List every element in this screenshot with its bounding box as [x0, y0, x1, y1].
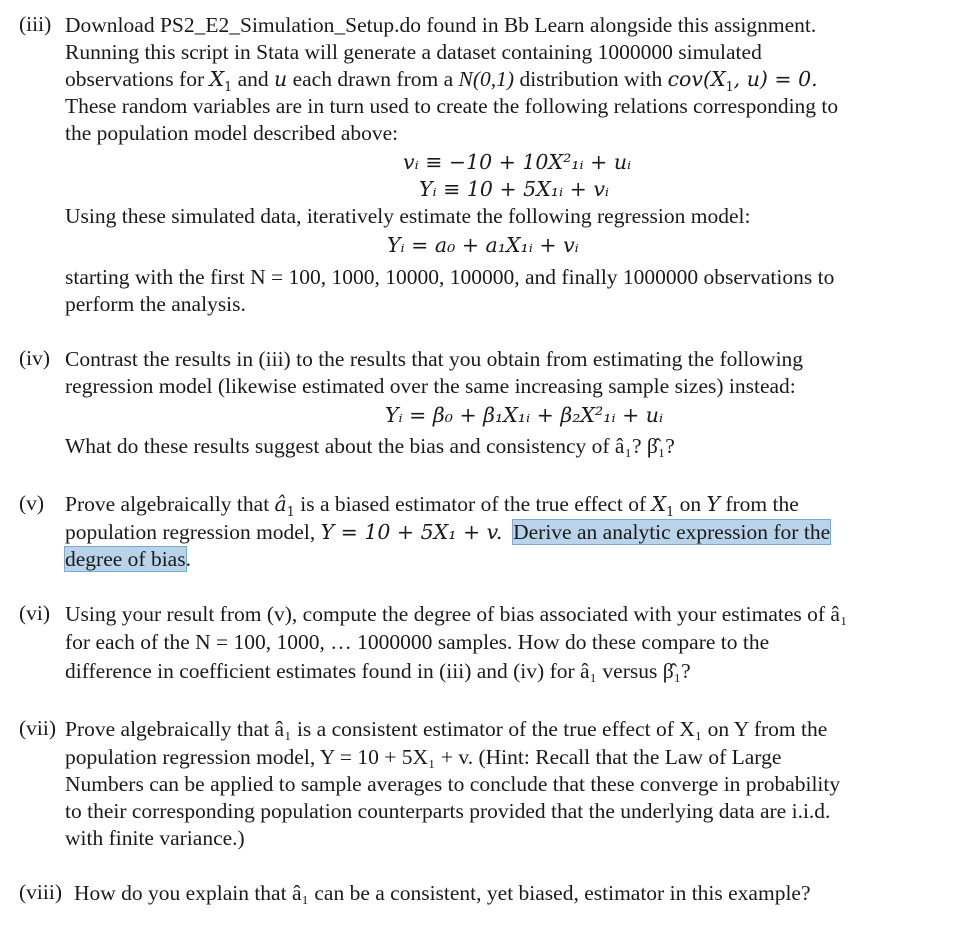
item-label: (iv): [19, 346, 51, 370]
text-run: is a biased estimator of the true effect of: [294, 492, 652, 516]
text-run: from the: [719, 492, 799, 516]
text-line: starting with the first N = 100, 1000, 10000, 100000, and finally 1000000 observations to: [65, 265, 835, 289]
text-line: Prove algebraically that â₁ is a consistent estimator of the true effect of X₁ on Y from the: [65, 717, 828, 741]
text-run: each drawn from a: [287, 67, 459, 91]
text-run: observations for: [65, 67, 210, 91]
text-run: on: [674, 492, 707, 516]
text-line: perform the analysis.: [65, 292, 246, 316]
equation-regression-a: Yᵢ = a₀ + a₁X₁ᵢ + vᵢ: [387, 233, 579, 257]
text-run: population regression model,: [65, 520, 321, 544]
item-label: (viii): [19, 880, 62, 904]
text-run: and: [232, 67, 274, 91]
math-x1: $X_1$: [651, 492, 675, 520]
text-line: to their corresponding population counterparts provided that the underlying data are i.i.d.: [65, 799, 831, 823]
math-u: u: [274, 67, 288, 91]
text-line: Numbers can be applied to sample averages to conclude that these converge in probability: [65, 772, 841, 796]
text-line: population regression model, Y = 10 + 5X₁ + v. (Hint: Recall that the Law of Large: [65, 745, 782, 769]
text-line: regression model (likewise estimated over the same increasing sample sizes) instead:: [65, 374, 796, 398]
text-run: .: [185, 547, 191, 571]
text-run: Prove algebraically that: [65, 492, 275, 516]
math-a1-hat: $â_1$: [274, 492, 295, 520]
text-line: [65, 546, 191, 573]
item-label: (iii): [19, 12, 52, 36]
text-line: What do these results suggest about the bias and consistency of â₁? β̂₁?: [65, 434, 675, 458]
item-label: (vii): [19, 716, 57, 740]
math-y: Y: [706, 492, 720, 516]
equation-v: vᵢ ≡ −10 + 10X²₁ᵢ + uᵢ: [403, 150, 632, 174]
highlighted-text[interactable]: degree of bias: [65, 547, 186, 571]
text-line: with finite variance.): [65, 826, 245, 850]
text-run: distribution with: [514, 67, 668, 91]
text-line: These random variables are in turn used to create the following relations corresponding to: [65, 94, 839, 118]
text-line: Contrast the results in (iii) to the results that you obtain from estimating the following: [65, 347, 804, 371]
text-line: Using these simulated data, iteratively estimate the following regression model:: [65, 204, 751, 228]
text-line: Using your result from (v), compute the degree of bias associated with your estimates of â₁: [65, 602, 848, 626]
math-population-model: Y = 10 + 5X₁ + v.: [320, 520, 503, 544]
text-line: [65, 66, 818, 93]
item-label: (vi): [19, 601, 51, 625]
text-line: Download PS2_E2_Simulation_Setup.do found in Bb Learn alongside this assignment.: [65, 13, 817, 37]
highlighted-text[interactable]: Derive an analytic expression for the: [513, 520, 831, 544]
item-label: (v): [19, 491, 45, 515]
text-line: How do you explain that â₁ can be a consistent, yet biased, estimator in this example?: [74, 881, 811, 905]
text-line: the population model described above:: [65, 121, 399, 145]
text-line: [65, 519, 830, 546]
text-line: [65, 491, 799, 518]
math-normal-dist: N(0,1): [458, 67, 515, 91]
equation-regression-beta: Yᵢ = β₀ + β₁X₁ᵢ + β₂X²₁ᵢ + uᵢ: [385, 403, 664, 427]
math-cov: $cov(X_1$, u) = 0.: [667, 67, 818, 95]
text-line: difference in coefficient estimates found in (iii) and (iv) for â₁ versus β̂₁?: [65, 659, 691, 683]
equation-y: Yᵢ ≡ 10 + 5X₁ᵢ + vᵢ: [419, 177, 610, 201]
text-line: for each of the N = 100, 1000, … 1000000 samples. How do these compare to the: [65, 630, 770, 654]
text-line: Running this script in Stata will generate a dataset containing 1000000 simulated: [65, 40, 762, 64]
math-x1: $X_1$: [209, 67, 233, 95]
